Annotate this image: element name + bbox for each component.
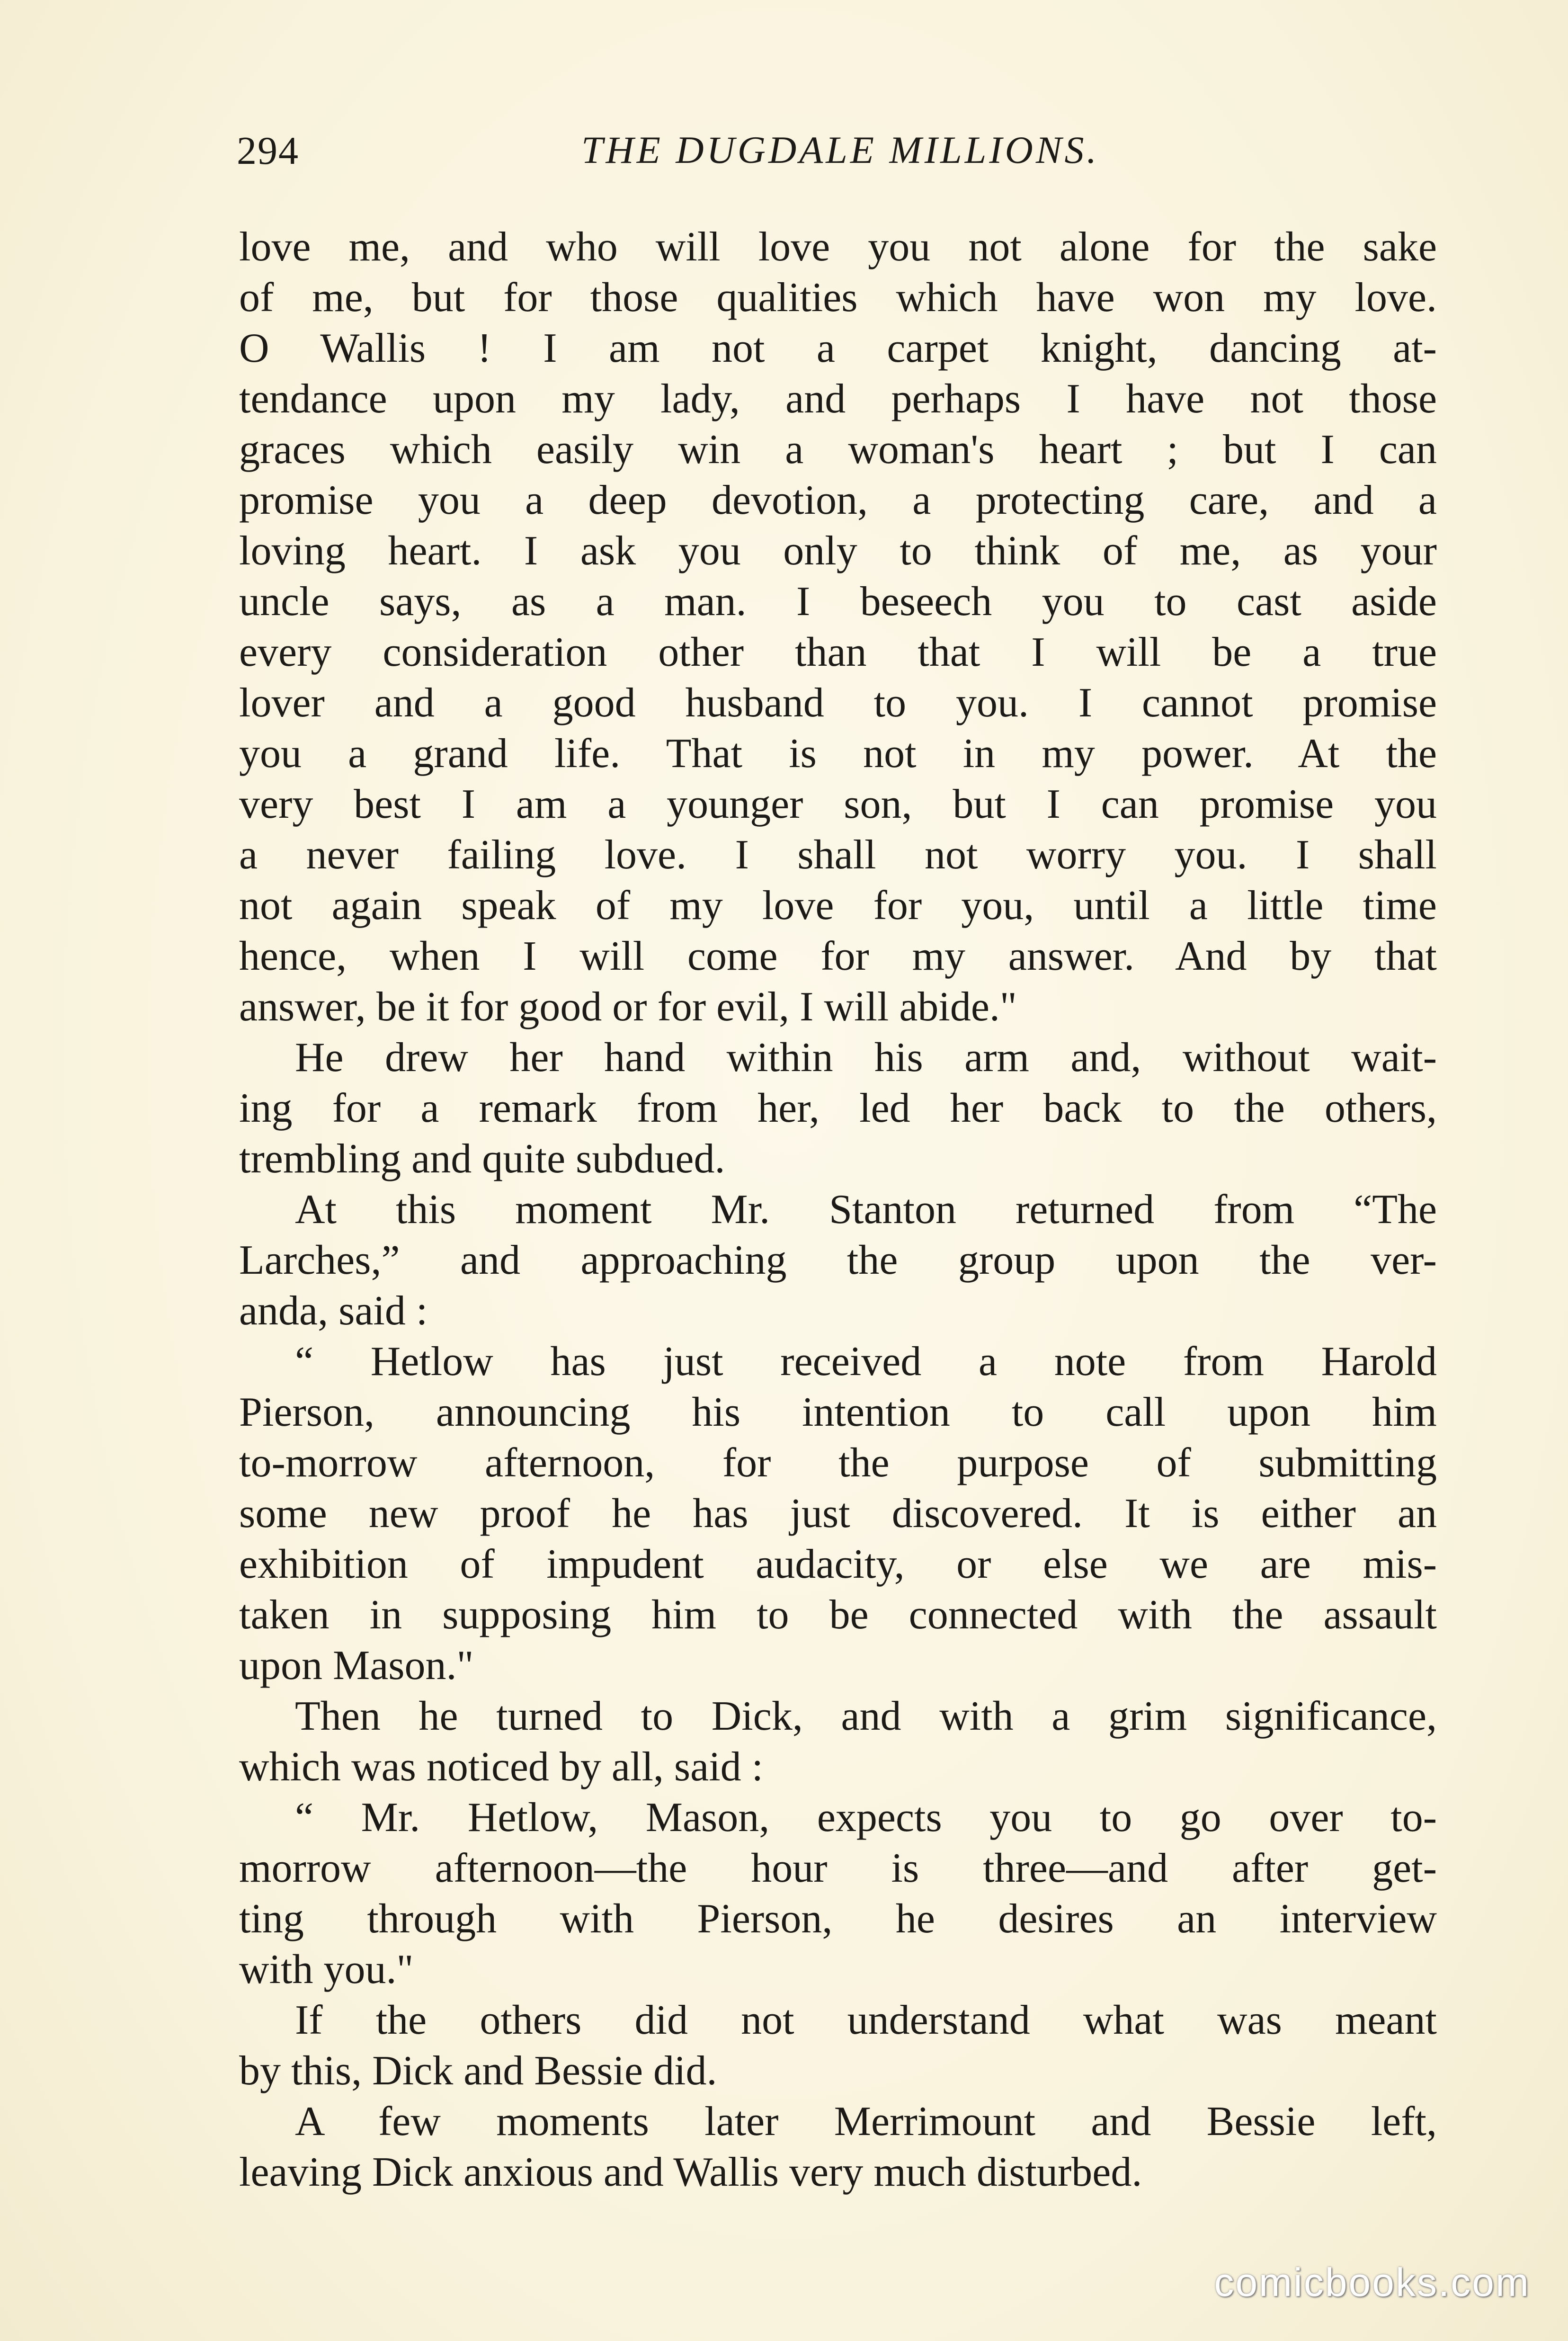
text-line: lover and a good husband to you. I cannot promise — [239, 680, 1437, 726]
text-line: of me, but for those qualities which have won my love. — [239, 275, 1437, 321]
text-line: At this moment Mr. Stanton returned from “The — [295, 1187, 1437, 1233]
running-title: THE DUGDALE MILLIONS. — [581, 128, 1100, 171]
text-line: Larches,” and approaching the group upon the ver- — [239, 1237, 1437, 1283]
text-line: O Wallis ! I am not a carpet knight, dancing at- — [239, 325, 1437, 371]
text-line: ing for a remark from her, led her back to the others, — [239, 1085, 1437, 1131]
text-line: He drew her hand within his arm and, without wait- — [295, 1035, 1437, 1081]
page-number: 294 — [237, 129, 299, 173]
text-line: love me, and who will love you not alone for the sake — [239, 224, 1437, 270]
text-line: upon Mason." — [239, 1643, 474, 1689]
text-line: graces which easily win a woman's heart ; but I can — [239, 427, 1437, 473]
text-line: tendance upon my lady, and perhaps I have not those — [239, 376, 1437, 422]
text-line: hence, when I will come for my answer. And by that — [239, 933, 1437, 979]
text-line: with you." — [239, 1947, 414, 1993]
text-line: Then he turned to Dick, and with a grim significance, — [295, 1693, 1437, 1739]
watermark: comicbooks.com — [1214, 2260, 1530, 2305]
text-line: If the others did not understand what was meant — [295, 1997, 1437, 2043]
text-line: morrow afternoon—the hour is three—and after get- — [239, 1845, 1437, 1891]
text-line: a never failing love. I shall not worry you. I shall — [239, 832, 1437, 878]
page-header — [237, 128, 1444, 180]
text-line: you a grand life. That is not in my power. At the — [239, 731, 1437, 777]
text-line: trembling and quite subdued. — [239, 1136, 725, 1182]
text-line: every consideration other than that I will be a true — [239, 629, 1437, 675]
text-line: anda, said : — [239, 1288, 428, 1334]
text-line: leaving Dick anxious and Wallis very much disturbed. — [239, 2149, 1142, 2195]
text-line: promise you a deep devotion, a protecting care, and a — [239, 477, 1437, 523]
text-line: very best I am a younger son, but I can promise you — [239, 781, 1437, 827]
text-line: which was noticed by all, said : — [239, 1744, 764, 1790]
text-line: “ Hetlow has just received a note from Harold — [295, 1339, 1437, 1385]
text-line: ting through with Pierson, he desires an interview — [239, 1896, 1437, 1942]
text-line: Pierson, announcing his intention to call upon him — [239, 1389, 1437, 1435]
text-line: by this, Dick and Bessie did. — [239, 2048, 717, 2094]
body-text — [239, 222, 1437, 2243]
text-line: loving heart. I ask you only to think of me, as your — [239, 528, 1437, 574]
text-line: exhibition of impudent audacity, or else we are mis- — [239, 1541, 1437, 1587]
text-line: answer, be it for good or for evil, I will abide." — [239, 984, 1017, 1030]
text-line: some new proof he has just discovered. It is either an — [239, 1491, 1437, 1537]
text-line: taken in supposing him to be connected with the assault — [239, 1592, 1437, 1638]
text-line: to-morrow afternoon, for the purpose of submitting — [239, 1440, 1437, 1486]
text-line: not again speak of my love for you, until a little time — [239, 883, 1437, 929]
text-line: uncle says, as a man. I beseech you to cast aside — [239, 579, 1437, 625]
text-line: A few moments later Merrimount and Bessie left, — [295, 2099, 1437, 2144]
text-line: “ Mr. Hetlow, Mason, expects you to go over to- — [295, 1795, 1437, 1841]
